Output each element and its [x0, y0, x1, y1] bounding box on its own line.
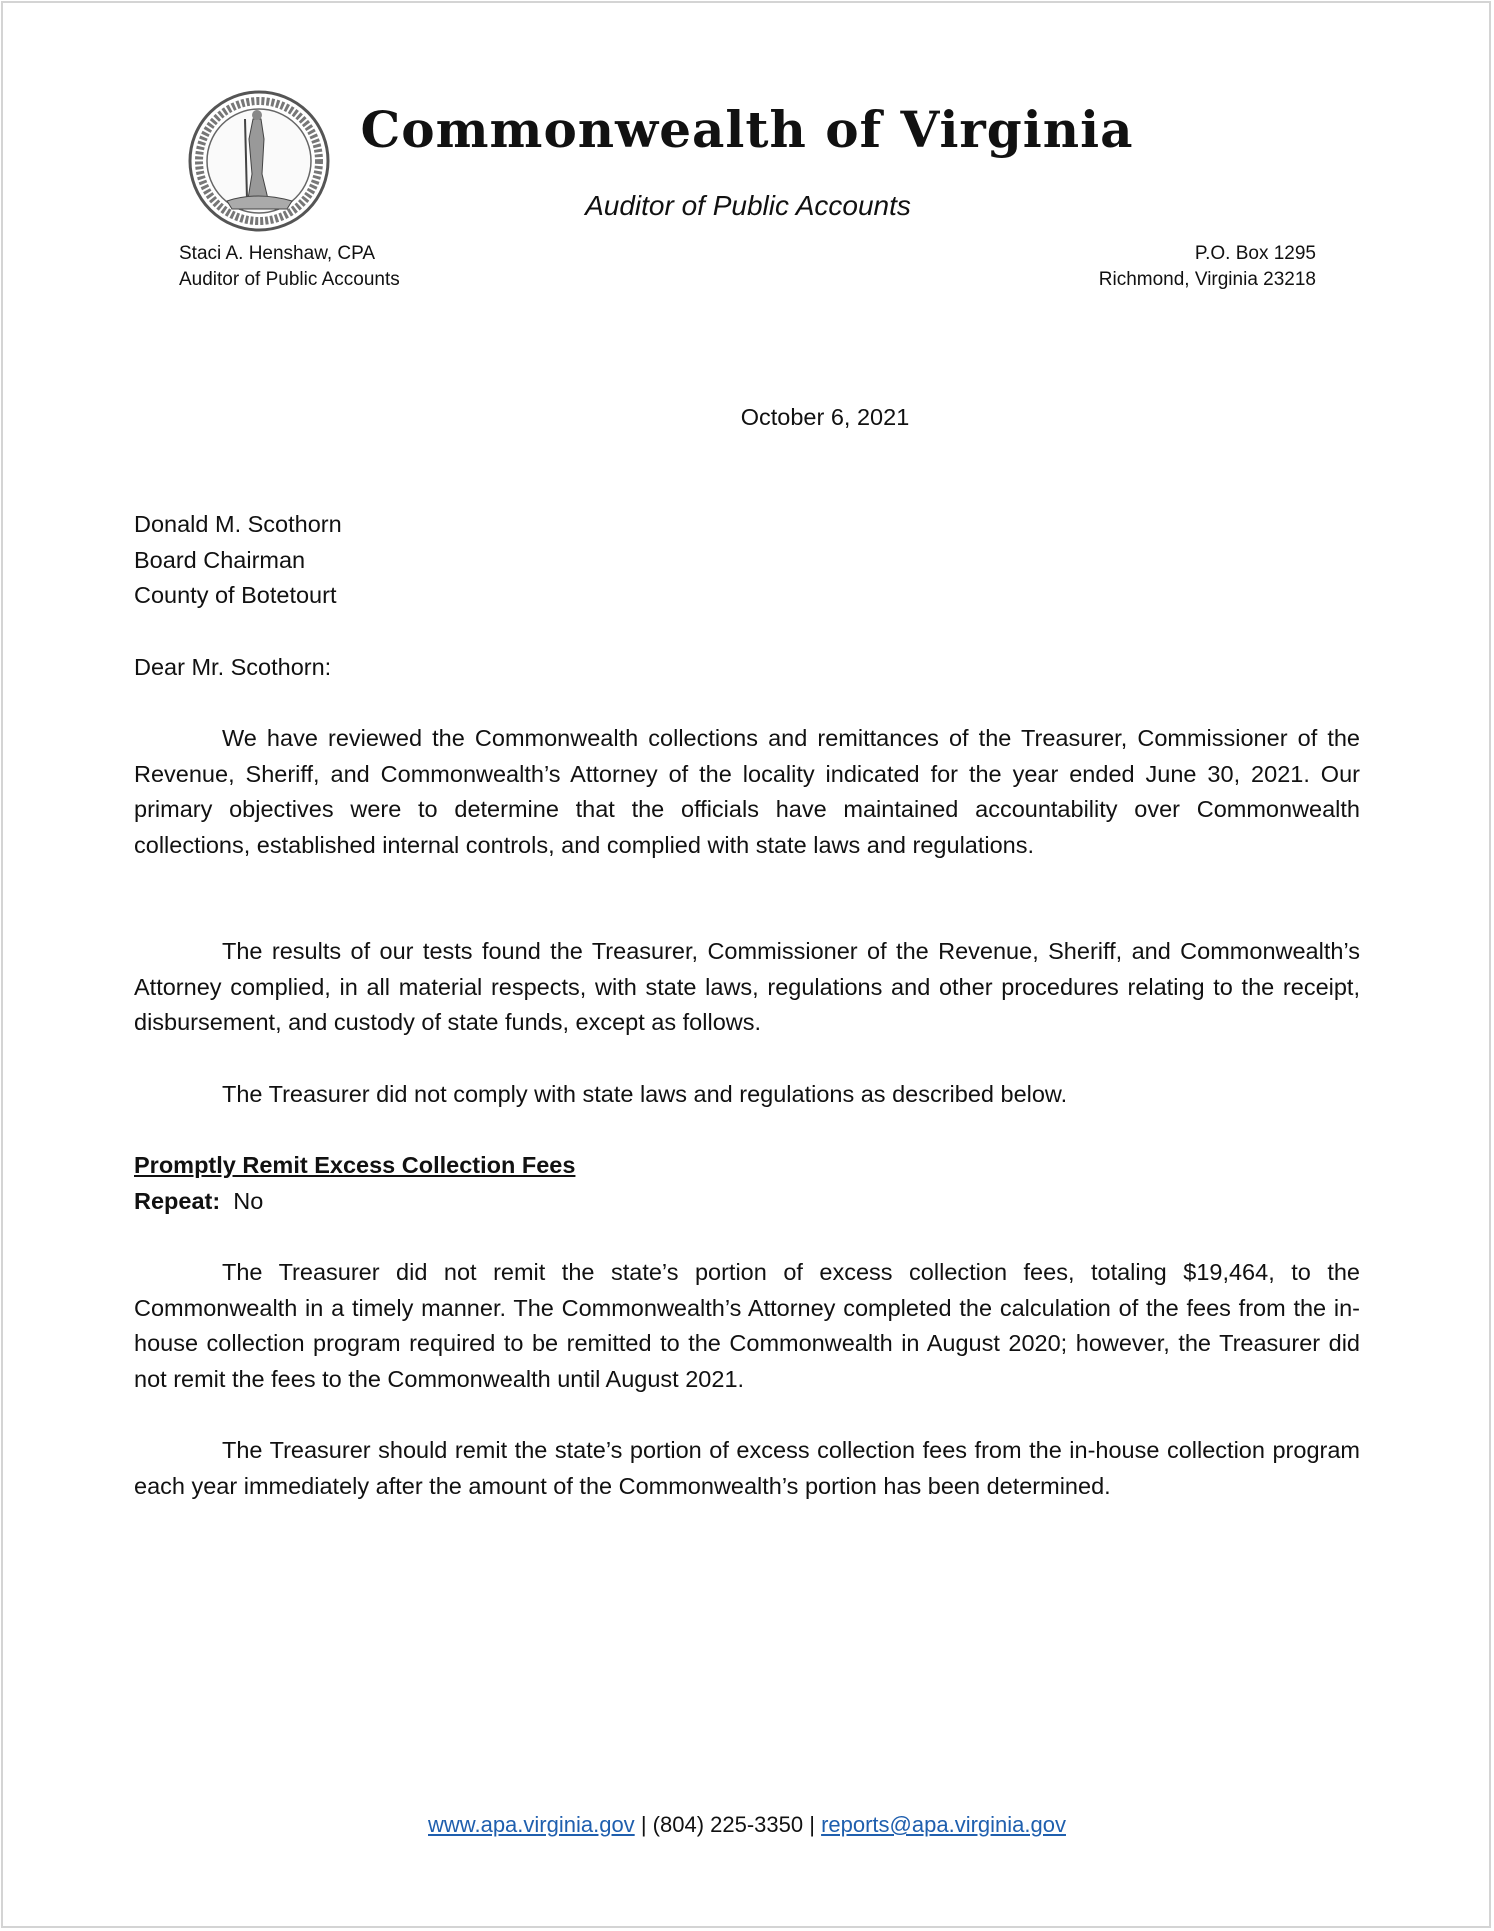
separator: |	[809, 1812, 815, 1837]
repeat-line	[134, 1184, 1360, 1220]
auditor-title: Auditor of Public Accounts	[179, 269, 400, 290]
email-link[interactable]: reports@apa.virginia.gov	[821, 1812, 1066, 1837]
finding-heading: Promptly Remit Excess Collection Fees	[134, 1152, 576, 1178]
auditor-info	[179, 241, 400, 293]
recipient-title: Board Chairman	[134, 546, 306, 573]
auditor-name: Staci A. Henshaw, CPA	[179, 243, 376, 264]
paragraph-results: The results of our tests found the Treasurer, Commissioner of the Revenue, Sheriff, and Commonwealth’s Attorney complied, in all material respects, with state laws, regulations and other procedures relating to the receipt, disbursement, and custody of state funds, except as follows.	[134, 938, 1360, 1036]
letterhead-title: Commonwealth of Virginia	[360, 100, 1134, 159]
po-box: P.O. Box 1295	[1194, 243, 1316, 264]
letterhead-subtitle: Auditor of Public Accounts	[585, 190, 911, 221]
finding-paragraph-recommendation: The Treasurer should remit the state’s portion of excess collection fees from the in-house collection program each year immediately after the amount of the Commonwealth’s portion has been determined.	[134, 1437, 1360, 1499]
recipient-block	[134, 507, 1360, 614]
mailing-address	[1099, 241, 1316, 293]
repeat-label: Repeat:	[134, 1187, 221, 1214]
recipient-org: County of Botetourt	[134, 582, 337, 609]
finding-paragraph-condition: The Treasurer did not remit the state’s portion of excess collection fees, totaling $19,464, to the Commonwealth in a timely manner. The Commonwealth’s Attorney completed the calculation of the fees from the in-house collection program required to be remitted to the Commonwealth in August 2020; however, the Treasurer did not remit the fees to the Commonwealth until August 2021.	[134, 1259, 1360, 1393]
letter-date: October 6, 2021	[740, 404, 910, 430]
recipient-name: Donald M. Scothorn	[134, 511, 342, 537]
paragraph-scope: We have reviewed the Commonwealth collections and remittances of the Treasurer, Commissioner of the Revenue, Sheriff, and Commonwealth’s Attorney of the locality indicated for the year ended June 30, 2021. Our primary objectives were to determine that the officials have maintained accountability over Commonwealth collections, established internal controls, and complied with state laws and regulations.	[134, 725, 1360, 859]
salutation: Dear Mr. Scothorn:	[134, 654, 332, 680]
footer	[0, 1812, 1494, 1838]
phone-number: (804) 225-3350	[652, 1812, 804, 1837]
paragraph-noncompliance: The Treasurer did not comply with state laws and regulations as described below.	[222, 1081, 1068, 1107]
separator: |	[640, 1812, 647, 1837]
city-state-zip: Richmond, Virginia 23218	[1098, 269, 1316, 290]
finding-block	[134, 1148, 1360, 1219]
repeat-value: No	[233, 1187, 264, 1214]
website-link[interactable]: www.apa.virginia.gov	[428, 1812, 635, 1837]
